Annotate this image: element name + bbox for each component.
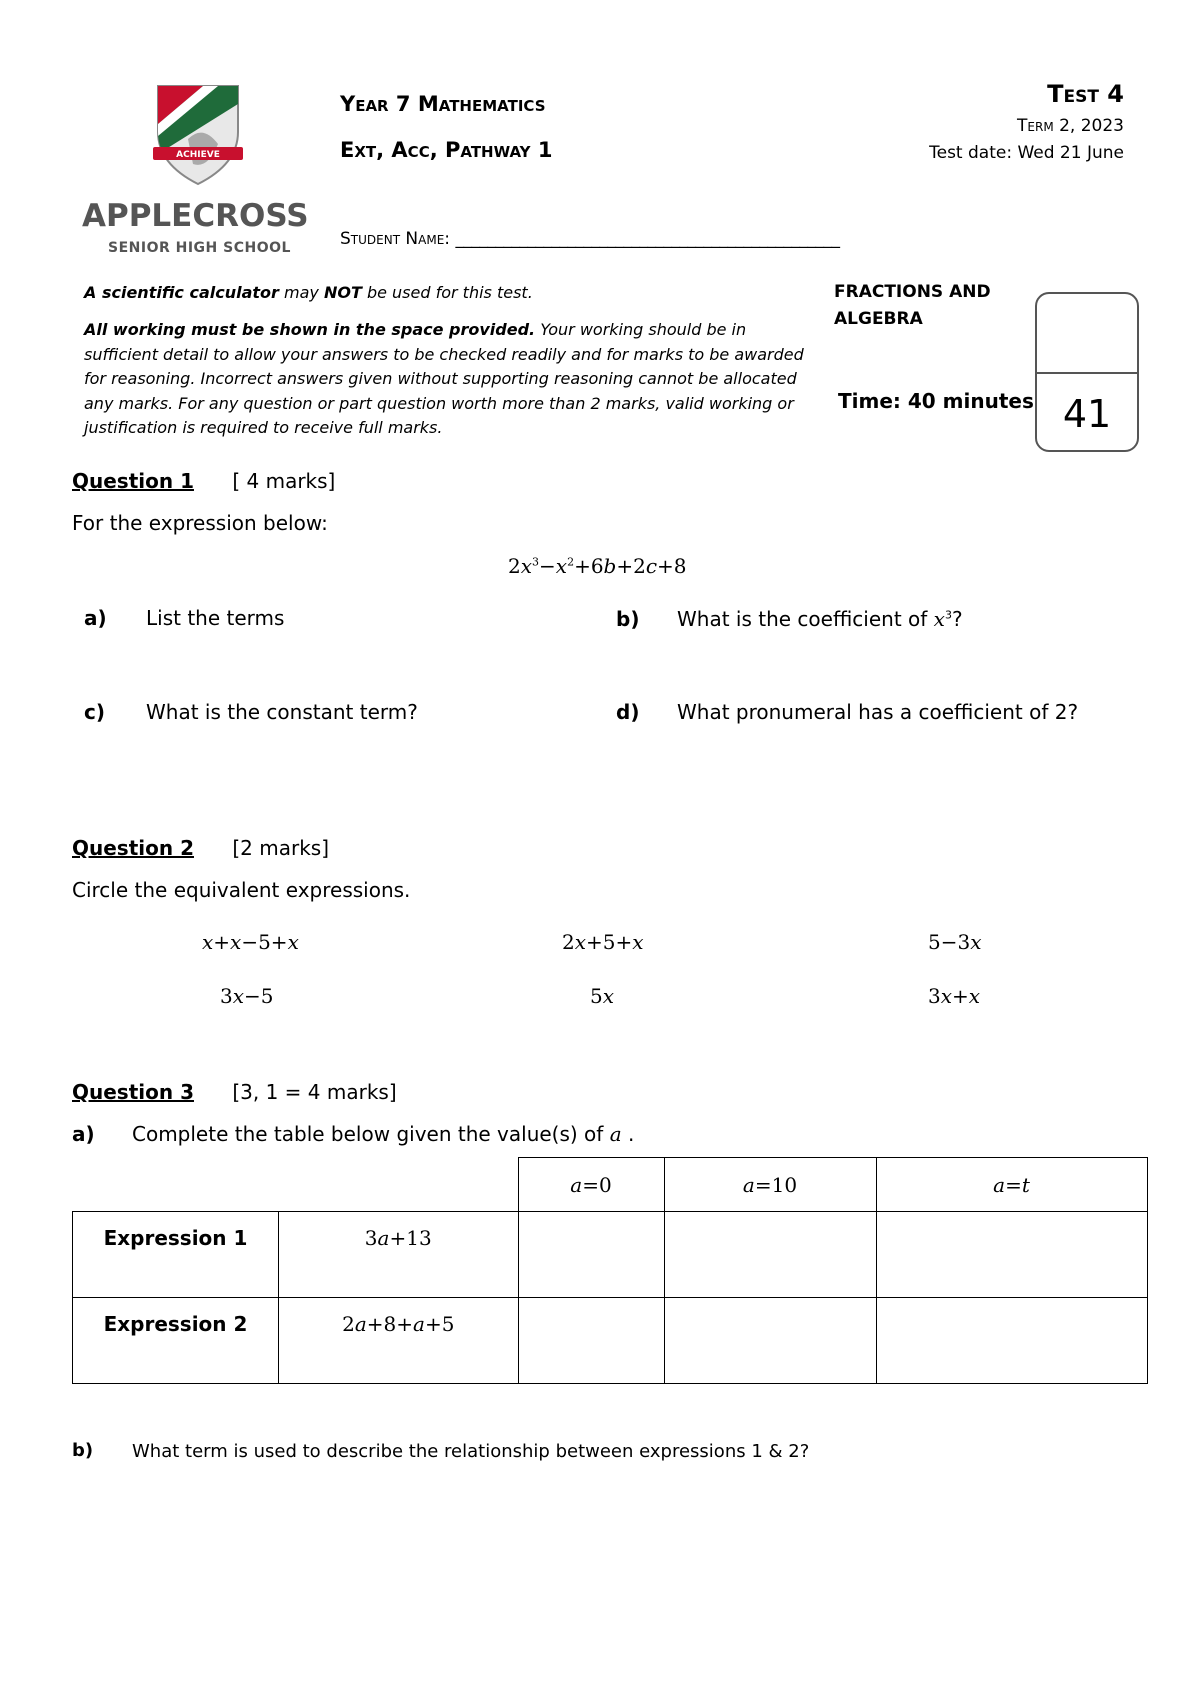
row2-label: Expression 2 (103, 1312, 248, 1336)
q3b-label: b) (72, 1440, 94, 1461)
q3a-text: Complete the table below given the value(s) of (132, 1122, 610, 1146)
table-blank-cell (279, 1158, 519, 1212)
answer-cell[interactable] (876, 1212, 1147, 1298)
table-row (73, 1158, 1148, 1212)
answer-cell[interactable] (518, 1212, 664, 1298)
q2-expr-3[interactable]: 5−3x (928, 930, 982, 954)
q3-title: Question 3 (72, 1080, 194, 1104)
score-box-divider (1037, 372, 1137, 374)
q2-expr-5[interactable]: 5x (590, 984, 615, 1008)
answer-cell[interactable] (664, 1212, 876, 1298)
table-row (73, 1212, 1148, 1298)
row1-expression: 3a+13 (279, 1212, 519, 1298)
q1a-text: List the terms (146, 606, 285, 630)
q3a-question: Complete the table below given the value(s) of a . (132, 1122, 635, 1146)
q1-prompt: For the expression below: (72, 511, 328, 535)
test-term: Term 2, 2023 (1017, 116, 1124, 136)
table-row (73, 1298, 1148, 1384)
q1b-text: What is the coefficient of (677, 607, 934, 631)
row1-label-cell (73, 1212, 279, 1298)
topic-line1: FRACTIONS AND (834, 282, 991, 302)
q3a-label: a) (72, 1122, 95, 1146)
calc-mid: may (278, 283, 324, 302)
q1-heading (72, 469, 335, 493)
table-header-a0: a=0 (518, 1158, 664, 1212)
test-date: Test date: Wed 21 June (929, 143, 1124, 163)
table-header-a10: a=10 (664, 1158, 876, 1212)
school-crest-logo (148, 84, 248, 186)
q1c-label: c) (84, 700, 105, 724)
student-name-field[interactable]: ________________________________________________ (455, 229, 840, 249)
q2-prompt: Circle the equivalent expressions. (72, 878, 411, 902)
school-subtitle: SENIOR HIGH SCHOOL (108, 240, 291, 256)
q1d-text: What pronumeral has a coefficient of 2? (677, 700, 1079, 724)
calc-not: NOT (323, 283, 362, 302)
q3-table (72, 1157, 1148, 1384)
school-name: APPLECROSS (82, 198, 309, 234)
q2-expr-6[interactable]: 3x+x (928, 984, 981, 1008)
calc-end: be used for this test. (361, 283, 533, 302)
q3-heading (72, 1080, 397, 1104)
q1-expression: $2x^3-x^2+6b+2c+8$ (508, 554, 687, 578)
test-title: Year 7 Mathematics (340, 92, 546, 116)
q3-marks: [3, 1 = 4 marks] (232, 1080, 397, 1104)
working-rest: Your working should be in sufficient detail to allow your answers to be checked readily and for marks to be awarded for reasoning. Incorrect answers given without supporting reasoning cannot be allocated any marks. For any question or part question worth more than 2 marks, valid working or justification is required to receive full marks. (84, 320, 804, 437)
q1c-text: What is the constant term? (146, 700, 418, 724)
q2-title: Question 2 (72, 836, 194, 860)
score-box (1035, 292, 1139, 452)
table-header-at: a=t (876, 1158, 1147, 1212)
row2-expression: 2a+8+a+5 (279, 1298, 519, 1384)
crest-motto: ACHIEVE (176, 150, 220, 160)
score-total: 41 (1062, 392, 1112, 436)
test-number: Test 4 (1047, 80, 1124, 108)
q2-marks: [2 marks] (232, 836, 329, 860)
q2-expr-4[interactable]: 3x−5 (220, 984, 274, 1008)
q1d-label: d) (616, 700, 640, 724)
answer-cell[interactable] (664, 1298, 876, 1384)
q2-expr-2[interactable]: 2x+5+x (562, 930, 644, 954)
instructions-working (84, 318, 814, 441)
q1-marks: [ 4 marks] (232, 469, 336, 493)
calc-bold: A scientific calculator (84, 283, 279, 302)
q3b-text: What term is used to describe the relationship between expressions 1 & 2? (132, 1441, 810, 1462)
student-name-label: Student Name: (340, 229, 451, 249)
answer-cell[interactable] (876, 1298, 1147, 1384)
table-blank-cell (73, 1158, 279, 1212)
q2-expr-1[interactable]: x+x−5+x (202, 930, 299, 954)
time-allowed: Time: 40 minutes (838, 389, 1034, 413)
working-bold: All working must be shown in the space provided. (84, 320, 536, 339)
instructions-calculator (84, 281, 814, 305)
q2-heading (72, 836, 329, 860)
row2-label-cell (73, 1298, 279, 1384)
test-stream: Ext, Acc, Pathway 1 (340, 138, 553, 162)
q1-title: Question 1 (72, 469, 194, 493)
answer-cell[interactable] (518, 1298, 664, 1384)
row1-label: Expression 1 (103, 1226, 248, 1250)
q1a-label: a) (84, 606, 107, 630)
topic-line2: ALGEBRA (834, 309, 923, 329)
q1b-question: What is the coefficient of $x^3$? (677, 607, 963, 631)
q1b-label: b) (616, 607, 640, 631)
student-name-row (340, 229, 839, 249)
